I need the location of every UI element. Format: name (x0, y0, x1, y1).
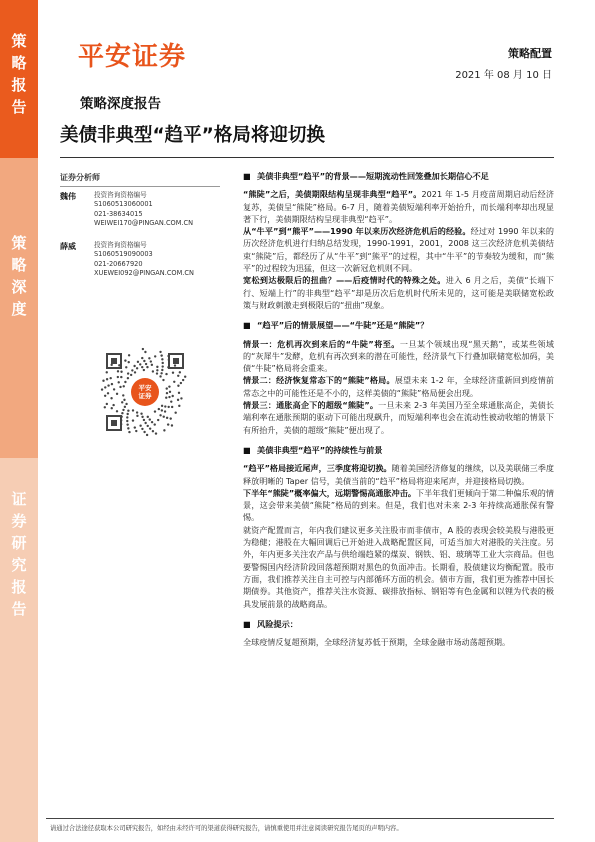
analyst-entry (60, 191, 220, 228)
paragraph-lead: 宽松到达极限后的扭曲？——后疫情时代的特殊之处。 (243, 275, 446, 286)
body-paragraph (243, 338, 554, 375)
square-bullet-icon: ■ (243, 171, 251, 181)
report-type: 策略深度报告 (80, 96, 161, 112)
analyst-cert-number: S1060519090003 (94, 250, 153, 259)
paragraph-lead: 下半年“熊陡”概率偏大，远期警惕高通胀冲击。 (243, 487, 417, 498)
analyst-email[interactable]: WEIWEI170@PINGAN.COM.CN (94, 218, 194, 227)
section-heading-text: “趋平”后的情景展望——“牛陡”还是“熊陡”？ (257, 320, 429, 331)
paragraph-text: 下半年我们更倾向于第二种偏乐观的情景，这会带来美债“熊陡”格局的到来。但是，我们也对未来 2-3 年持续高通胀保有警惕。 (243, 487, 554, 523)
paragraph-text: 经过对 1990 年以来的历次经济危机进行归纳总结发现，1990-1991，2001，2008 这三次经济危机美债结束“熊陡”后，都经历了从“牛平”到“熊平”的过程，其中“牛平”的节奏较为缓和，而“熊平”的过程较为迅猛，但这一次新冠危机则不同。 (243, 226, 555, 274)
section-heading (243, 444, 554, 456)
paragraph-text: 随着美国经济修复的继续，以及美联储三季度释放明晰的 Taper 信号，美债当前的“趋平”格局将迎来尾声，并迎接格局切换。 (243, 463, 554, 486)
section-heading (243, 618, 554, 630)
sidebar-label-bottom: 证 券 研 究 报 告 (11, 490, 27, 618)
footer-divider (46, 818, 554, 819)
analyst-cert-label: 投资咨询资格编号 (94, 241, 147, 250)
analyst-email[interactable]: XUEWEI092@PINGAN.COM.CN (94, 269, 194, 278)
section-heading-text: 美债非典型“趋平”的背景——短期流动性回笼叠加长期信心不足 (257, 171, 489, 181)
body-paragraph (243, 225, 554, 274)
section-heading-text: 风险提示： (257, 618, 298, 629)
square-bullet-icon: ■ (243, 320, 251, 331)
analyst-panel (60, 172, 220, 291)
page-title: 美债非典型“趋平”格局将迎切换 (60, 125, 325, 146)
paragraph-text: 2021 年 1-5 月疫苗周期启动后经济复苏，美债呈“熊陡”格局。6-7 月，随着美债短端利率开始抬升，而长端利率却出现显著下行，美债期限结构呈现非典型“趋平”。 (243, 189, 555, 224)
svg-text:平安: 平安 (138, 384, 152, 392)
section-heading (243, 170, 554, 182)
qr-code-icon (99, 346, 191, 438)
paragraph-lead: 情景一：危机再次到来后的“牛陡”将至。 (243, 338, 400, 349)
analyst-phone: 021-20667920 (94, 259, 143, 268)
square-bullet-icon: ■ (243, 444, 251, 455)
header-divider (60, 157, 554, 158)
body-paragraph (243, 636, 554, 648)
footer-disclaimer: 请通过合法途径获取本公司研究报告，如经由未经许可的渠道获得研究报告，请慎重使用并注意阅读研究报告尾页的声明内容。 (50, 825, 403, 832)
analyst-entry (60, 241, 220, 278)
paragraph-text: 全球疫情反复超预期，全球经济复苏低于预期，全球金融市场动荡超预期。 (243, 637, 511, 648)
analyst-cert-number: S1060513060001 (94, 200, 153, 209)
square-bullet-icon: ■ (243, 618, 251, 629)
paragraph-text: 进入 6 月之后，美债“长端下行、短端上行”的非典型“趋平”却是历次后危机时代所未见的，这可能是美联储宽松政策与财政刺激走到极限后的“扭曲”现象。 (243, 275, 554, 310)
analyst-name: 魏伟 (60, 192, 76, 201)
report-date: 2021 年 08 月 10 日 (455, 70, 552, 81)
analyst-cert-label: 投资咨询资格编号 (94, 191, 147, 199)
body-paragraph (243, 524, 554, 610)
body-paragraph (243, 374, 554, 399)
paragraph-text: 展望未来 1-2 年，全球经济重新回到疫情前常态之中的可能性还是不小的，这样美债的“熊陡”格局便会出现。 (243, 375, 555, 398)
report-category: 策略配置 (508, 47, 552, 60)
paragraph-text: 一旦某个领域出现“黑天鹅”，或某些领域的“灰犀牛”发酵，危机有再次到来的潜在可能性，经济景气下行叠加联储宽松加码，美债“牛陡”格局将会重来。 (243, 338, 555, 374)
body-paragraph (243, 487, 554, 524)
body-paragraph (243, 188, 554, 225)
paragraph-lead: “熊陡”之后，美债期限结构呈现非典型“趋平”。 (243, 189, 422, 200)
svg-text:证券: 证券 (138, 392, 152, 400)
section-heading-text: 美债非典型“趋平”的持续性与前景 (257, 444, 383, 455)
sidebar-label-top: 策 略 报 告 (11, 32, 27, 116)
body-paragraph (243, 274, 554, 311)
section-heading (243, 319, 554, 331)
paragraph-lead: “趋平”格局接近尾声，三季度将迎切换。 (243, 463, 392, 474)
paragraph-text: 一旦未来 2-3 年美国乃至全球通胀高企，美债长端利率在通胀预期的驱动下可能出现飙升，而短端利率也会在流动性被动收缩的情景下有所抬升，美债的超级“熊陡”便出现了。 (243, 400, 554, 435)
analyst-phone: 021-38634015 (94, 209, 143, 218)
sidebar (0, 0, 38, 842)
paragraph-lead: 情景三：通胀高企下的超级“熊陡”。 (243, 400, 379, 411)
sidebar-label-mid: 策 略 深 度 (11, 234, 27, 318)
paragraph-text: 就资产配置而言，年内我们建议更多关注股市而非债市，A 股的表现会较美股与港股更为稳健；港股在大幅回调后已开始进入战略配置区间，可适当加大对港股的关注度。另外，年内更多关注农产品与供给端趋紧的煤炭、钢铁、铝、玻璃等工业大宗商品。但也要警惕国内经济阶段回落超预期对黑色的负面冲击。长期看，股债建议均衡配置。股市方面，我们推荐关注自主可控与内部循环方面的机会。债市方面，我们更为推荐中国长期债券。其他资产，推荐关注水资源、碳排放指标、钢铝等有色金属和以锂为代表的极具发展前景的战略商品。 (243, 524, 554, 609)
body-paragraph (243, 462, 554, 487)
body-paragraph (243, 399, 554, 436)
report-body (243, 170, 554, 648)
paragraph-lead: 情景二：经济恢复常态下的“熊陡”格局。 (243, 375, 395, 386)
company-logo: 平安证券 (78, 42, 187, 72)
paragraph-lead: 从“牛平”到“熊平”——1990 年以来历次经济危机后的经验。 (243, 226, 471, 237)
analyst-heading: 证券分析师 (60, 172, 220, 187)
analyst-name: 薛威 (60, 242, 76, 252)
